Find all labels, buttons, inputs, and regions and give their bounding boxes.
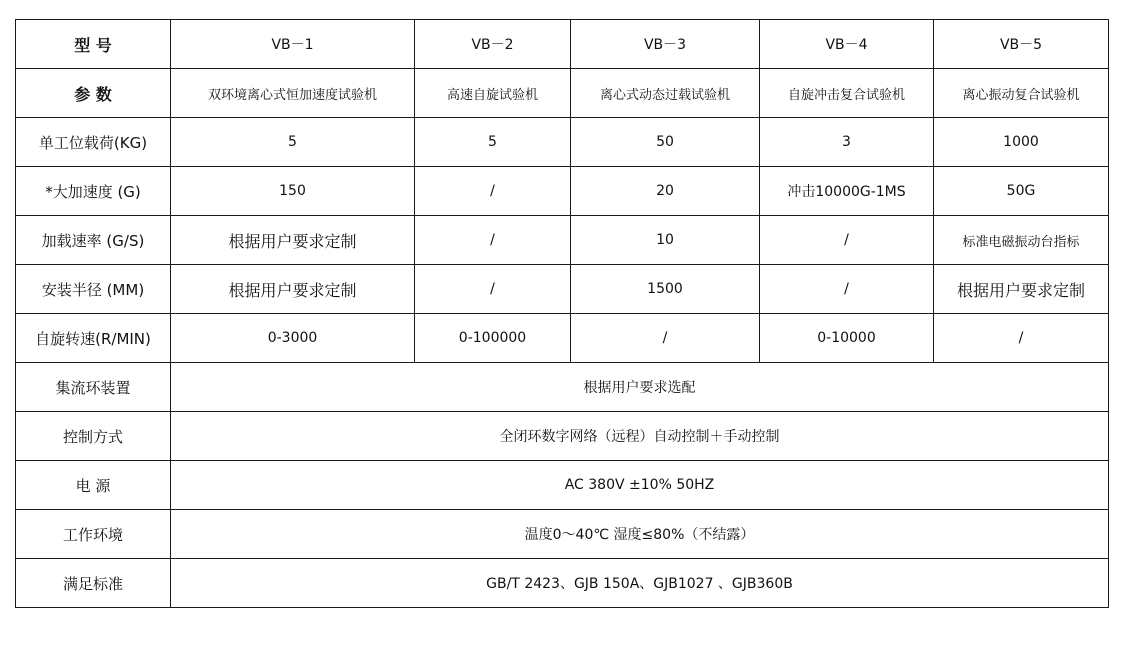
table-cell: 根据用户要求定制	[171, 216, 415, 265]
table-cell: 根据用户要求定制	[171, 265, 415, 314]
table-cell: /	[571, 314, 760, 363]
header-row-model	[16, 20, 1109, 69]
model-vb4: VB－4	[760, 20, 934, 69]
row-label: 集流环装置	[16, 363, 171, 412]
table-cell: 20	[571, 167, 760, 216]
table-row	[16, 265, 1109, 314]
table-cell: 标准电磁振动台指标	[934, 216, 1109, 265]
table-cell: /	[934, 314, 1109, 363]
name-vb2: 高速自旋试验机	[415, 69, 571, 118]
table-row-span	[16, 412, 1109, 461]
row-label: *大加速度 (G)	[16, 167, 171, 216]
row-label: 电 源	[16, 461, 171, 510]
name-vb1: 双环境离心式恒加速度试验机	[171, 69, 415, 118]
span-cell: 全闭环数字网络（远程）自动控制＋手动控制	[171, 412, 1109, 461]
table-row	[16, 216, 1109, 265]
table-cell: 10	[571, 216, 760, 265]
row-label: 单工位载荷(KG)	[16, 118, 171, 167]
row-label: 工作环境	[16, 510, 171, 559]
row-label: 控制方式	[16, 412, 171, 461]
row-label: 满足标准	[16, 559, 171, 608]
table-cell: 5	[171, 118, 415, 167]
table-cell: 1000	[934, 118, 1109, 167]
table-cell: 0-10000	[760, 314, 934, 363]
table-row-span	[16, 559, 1109, 608]
table-cell: 150	[171, 167, 415, 216]
row-label: 加载速率 (G/S)	[16, 216, 171, 265]
table-cell: /	[415, 265, 571, 314]
row-label: 安装半径 (MM)	[16, 265, 171, 314]
table-cell: /	[415, 167, 571, 216]
table-row-span	[16, 510, 1109, 559]
span-cell: 根据用户要求选配	[171, 363, 1109, 412]
table-row	[16, 167, 1109, 216]
table-cell: 0-3000	[171, 314, 415, 363]
span-cell: GB/T 2423、GJB 150A、GJB1027 、GJB360B	[171, 559, 1109, 608]
table-cell: 3	[760, 118, 934, 167]
param-label: 参 数	[16, 69, 171, 118]
row-label: 自旋转速(R/MIN)	[16, 314, 171, 363]
table-row-span	[16, 461, 1109, 510]
model-label: 型 号	[16, 20, 171, 69]
model-vb5: VB－5	[934, 20, 1109, 69]
table-cell: /	[760, 216, 934, 265]
spec-table	[15, 19, 1109, 608]
table-cell: /	[415, 216, 571, 265]
model-vb1: VB－1	[171, 20, 415, 69]
header-row-param	[16, 69, 1109, 118]
table-cell: 0-100000	[415, 314, 571, 363]
table-row	[16, 314, 1109, 363]
table-cell: 冲击10000G-1MS	[760, 167, 934, 216]
span-cell: 温度0～40℃ 湿度≤80%（不结露）	[171, 510, 1109, 559]
table-cell: 1500	[571, 265, 760, 314]
span-cell: AC 380V ±10% 50HZ	[171, 461, 1109, 510]
table-cell: 50G	[934, 167, 1109, 216]
model-vb2: VB－2	[415, 20, 571, 69]
table-row	[16, 118, 1109, 167]
table-cell: /	[760, 265, 934, 314]
table-cell: 50	[571, 118, 760, 167]
table-row-span	[16, 363, 1109, 412]
name-vb5: 离心振动复合试验机	[934, 69, 1109, 118]
name-vb4: 自旋冲击复合试验机	[760, 69, 934, 118]
model-vb3: VB－3	[571, 20, 760, 69]
table-cell: 5	[415, 118, 571, 167]
name-vb3: 离心式动态过载试验机	[571, 69, 760, 118]
table-cell: 根据用户要求定制	[934, 265, 1109, 314]
